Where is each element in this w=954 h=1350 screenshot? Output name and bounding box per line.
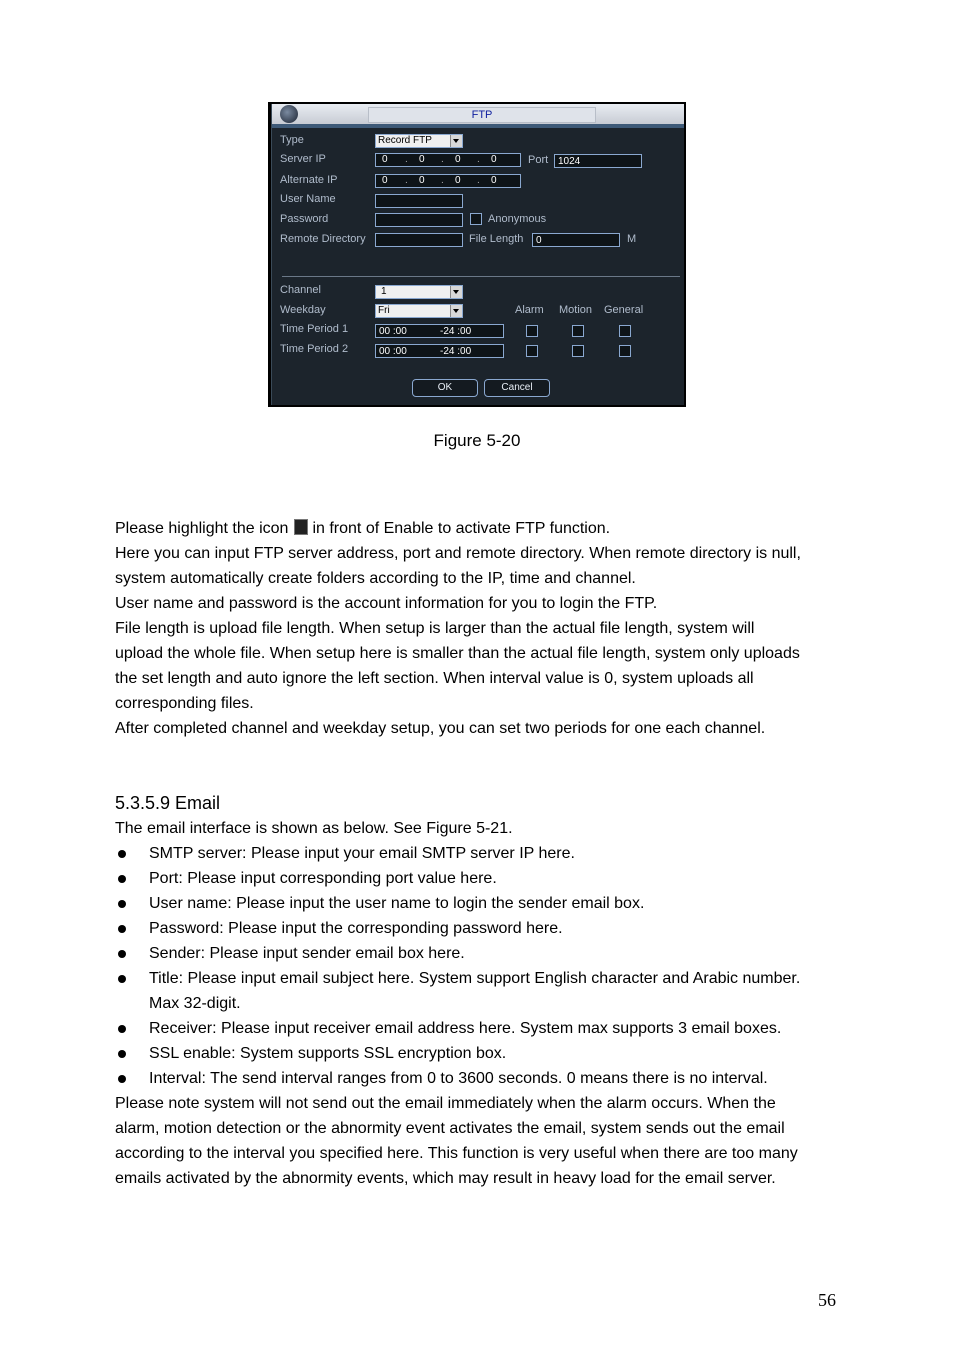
ip-dot: .	[477, 154, 480, 165]
ip-octet: 0	[382, 154, 388, 165]
section-intro: The email interface is shown as below. See Figure 5-21.	[115, 820, 513, 837]
remote-directory-label: Remote Directory	[280, 233, 366, 245]
list-item-text: Port: Please input corresponding port value here.	[149, 870, 497, 887]
list-item-text: Password: Please input the corresponding password here.	[149, 920, 563, 937]
logo-icon	[280, 105, 298, 123]
ip-dot: .	[441, 175, 444, 186]
list-item-text: SMTP server: Please input your email SMTP server IP here.	[149, 845, 575, 862]
anonymous-checkbox[interactable]	[470, 213, 482, 225]
ip-dot: .	[441, 154, 444, 165]
server-ip-input[interactable]	[375, 153, 521, 167]
bullet-icon	[118, 975, 126, 983]
list-item-text: Sender: Please input sender email box here.	[149, 945, 465, 962]
note-line: Please note system will not send out the email immediately when the alarm occurs. When the	[115, 1095, 776, 1112]
note-line: alarm, motion detection or the abnormity event activates the email, system sends out the email	[115, 1120, 785, 1137]
period-2-alarm-checkbox[interactable]	[526, 345, 538, 357]
period-1-alarm-checkbox[interactable]	[526, 325, 538, 337]
paragraph-line: the set length and auto ignore the left section. When interval value is 0, system uploads all	[115, 670, 754, 687]
ftp-dialog	[271, 104, 684, 405]
note-line: emails activated by the abnormity events, which may result in heavy load for the email server.	[115, 1170, 776, 1187]
port-input[interactable]: 1024	[554, 154, 642, 168]
enable-square-icon	[294, 519, 308, 535]
list-item-text: Title: Please input email subject here. System support English character and Arabic number.	[149, 970, 801, 987]
password-label: Password	[280, 213, 329, 225]
ip-octet: 0	[491, 175, 497, 186]
text-segment: Please highlight the icon	[115, 520, 289, 537]
channel-select[interactable]	[375, 285, 463, 299]
ip-octet: 0	[455, 154, 461, 165]
user-name-input[interactable]	[375, 194, 463, 208]
anonymous-label: Anonymous	[488, 213, 547, 225]
list-item-text: Interval: The send interval ranges from 0 to 3600 seconds. 0 means there is no interval.	[149, 1070, 768, 1087]
file-length-label: File Length	[469, 233, 524, 245]
motion-column-header: Motion	[559, 304, 593, 316]
figure-caption: Figure 5-20	[433, 431, 521, 450]
ip-octet: 0	[419, 175, 425, 186]
note-line: according to the interval you specified here. This function is very useful when there are too many	[115, 1145, 798, 1162]
chevron-down-icon	[450, 286, 462, 298]
time-period-1-label: Time Period 1	[280, 323, 349, 335]
period-2-motion-checkbox[interactable]	[572, 345, 584, 357]
page-number: 56	[818, 1290, 836, 1310]
ip-octet: 0	[491, 154, 497, 165]
user-name-label: User Name	[280, 193, 336, 205]
bullet-icon	[118, 900, 126, 908]
period-end: -24 :00	[440, 326, 472, 337]
bullet-icon	[118, 875, 126, 883]
title-underline	[272, 124, 684, 128]
remote-directory-input[interactable]	[375, 233, 463, 247]
ip-dot: .	[405, 154, 408, 165]
time-period-2-input[interactable]	[375, 344, 504, 358]
bullet-icon	[118, 925, 126, 933]
period-end: -24 :00	[440, 346, 472, 357]
title-bar	[272, 104, 684, 124]
dialog-title: FTP	[368, 107, 596, 123]
alternate-ip-label: Alternate IP	[280, 174, 338, 186]
section-heading: 5.3.5.9 Email	[115, 793, 221, 813]
list-item-text: User name: Please input the user name to login the sender email box.	[149, 895, 645, 912]
weekday-value: Fri	[378, 305, 390, 316]
period-1-motion-checkbox[interactable]	[572, 325, 584, 337]
ip-octet: 0	[382, 175, 388, 186]
time-period-2-label: Time Period 2	[280, 343, 349, 355]
divider	[282, 276, 680, 277]
ip-octet: 0	[419, 154, 425, 165]
type-select[interactable]	[375, 134, 463, 148]
bullet-icon	[118, 1075, 126, 1083]
port-label: Port	[528, 154, 549, 166]
paragraph-line: system automatically create folders according to the IP, time and channel.	[115, 570, 636, 587]
file-length-unit: M	[627, 233, 637, 245]
period-2-general-checkbox[interactable]	[619, 345, 631, 357]
chevron-down-icon	[450, 305, 462, 317]
paragraph-line: After completed channel and weekday setup, you can set two periods for one each channel.	[115, 720, 766, 737]
type-value: Record FTP	[378, 135, 432, 146]
list-item-text: Receiver: Please input receiver email address here. System max supports 3 email boxes.	[149, 1020, 782, 1037]
server-ip-label: Server IP	[280, 153, 326, 165]
ip-dot: .	[405, 175, 408, 186]
paragraph-highlight-icon	[115, 516, 610, 541]
channel-label: Channel	[280, 284, 321, 296]
ip-dot: .	[477, 175, 480, 186]
general-column-header: General	[604, 304, 644, 316]
ip-octet: 0	[455, 175, 461, 186]
paragraph-line: User name and password is the account information for you to login the FTP.	[115, 595, 658, 612]
paragraph-line: File length is upload file length. When setup is larger than the actual file length, system will	[115, 620, 755, 637]
cancel-button[interactable]: Cancel	[484, 379, 550, 397]
alarm-column-header: Alarm	[515, 304, 544, 316]
paragraph-line: Here you can input FTP server address, port and remote directory. When remote directory is null,	[115, 545, 801, 562]
password-input[interactable]	[375, 213, 463, 227]
file-length-input[interactable]: 0	[532, 233, 620, 247]
list-item-text: Max 32-digit.	[149, 995, 241, 1012]
list-item-text: SSL enable: System supports SSL encryption box.	[149, 1045, 507, 1062]
ok-button[interactable]: OK	[412, 379, 478, 397]
paragraph-line: corresponding files.	[115, 695, 254, 712]
bullet-icon	[118, 950, 126, 958]
paragraph-line: upload the whole file. When setup here is smaller than the actual file length, system only uploads	[115, 645, 800, 662]
alternate-ip-input[interactable]	[375, 174, 521, 188]
ftp-dialog-screenshot	[268, 102, 686, 407]
channel-value: 1	[381, 286, 387, 297]
text-segment: in front of Enable to activate FTP function.	[312, 520, 611, 537]
bullet-icon	[118, 1025, 126, 1033]
bullet-icon	[118, 1050, 126, 1058]
weekday-select[interactable]	[375, 304, 463, 318]
bullet-icon	[118, 850, 126, 858]
period-start: 00 :00	[379, 326, 407, 337]
time-period-1-input[interactable]	[375, 324, 504, 338]
period-1-general-checkbox[interactable]	[619, 325, 631, 337]
period-start: 00 :00	[379, 346, 407, 357]
weekday-label: Weekday	[280, 304, 326, 316]
chevron-down-icon	[450, 135, 462, 147]
type-label: Type	[280, 134, 304, 146]
